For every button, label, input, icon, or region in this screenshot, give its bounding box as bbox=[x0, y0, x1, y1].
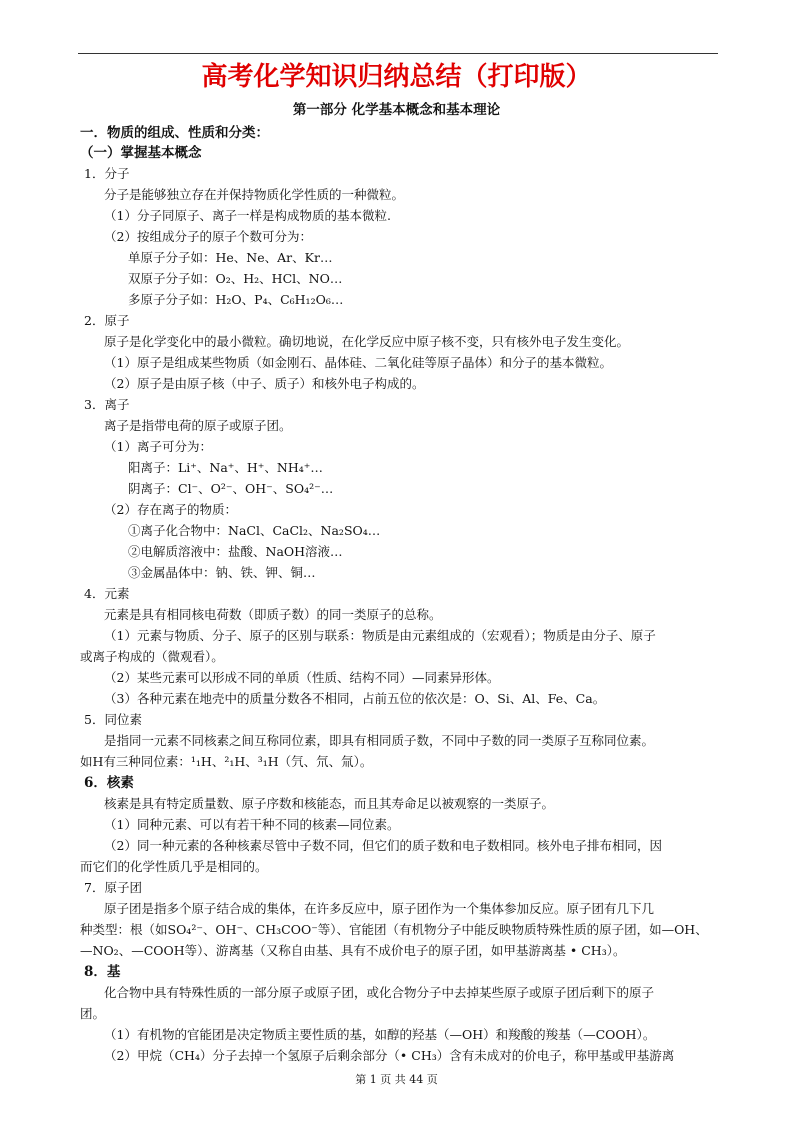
paragraph: （2）按组成分子的原子个数可分为： bbox=[104, 229, 312, 244]
paragraph: （1）离子可分为： bbox=[104, 439, 212, 454]
list-item: 单原子分子如：He、Ne、Ar、Kr… bbox=[128, 250, 333, 265]
paragraph-continuation: 或离子构成的（微观看）。 bbox=[80, 649, 224, 664]
paragraph: 原子团是指多个原子结合成的集体，在许多反应中，原子团作为一个集体参加反应。原子团有几下几 bbox=[104, 901, 655, 916]
section-heading: 一．物质的组成、性质和分类： bbox=[80, 125, 269, 141]
list-item: ③金属晶体中：钠、铁、钾、铜… bbox=[128, 565, 316, 580]
paragraph: （1）原子是组成某些物质（如金刚石、晶体硅、二氧化硅等原子晶体）和分子的基本微粒。 bbox=[104, 355, 612, 370]
paragraph: （2）某些元素可以形成不同的单质（性质、结构不同）—同素异形体。 bbox=[104, 670, 500, 685]
paragraph: （2）甲烷（CH₄）分子去掉一个氢原子后剩余部分（• CH₃）含有未成对的价电子，称甲基或甲基游离 bbox=[104, 1048, 675, 1063]
list-item: 阳离子：Li⁺、Na⁺、H⁺、NH₄⁺… bbox=[128, 460, 323, 475]
page-title: 高考化学知识归纳总结（打印版） bbox=[201, 62, 592, 92]
paragraph: 离子是指带电荷的原子或原子团。 bbox=[104, 418, 292, 433]
paragraph: 是指同一元素不同核素之间互称同位素，即具有相同质子数，不同中子数的同一类原子互称同位素。 bbox=[104, 733, 655, 748]
item-heading: 1．分子 bbox=[84, 166, 130, 181]
paragraph-continuation: 种类型：根（如SO₄²⁻、OH⁻、CH₃COO⁻等）、官能团（有机物分子中能反映物质特殊性质的原子团，如—OH、 bbox=[80, 922, 708, 937]
item-heading: 6．核素 bbox=[84, 775, 134, 791]
paragraph: 分子是能够独立存在并保持物质化学性质的一种微粒。 bbox=[104, 187, 405, 202]
list-item: ②电解质溶液中：盐酸、NaOH溶液… bbox=[128, 544, 343, 559]
paragraph: 原子是化学变化中的最小微粒。确切地说，在化学反应中原子核不变，只有核外电子发生变化。 bbox=[104, 334, 630, 349]
paragraph-continuation: 团。 bbox=[80, 1006, 106, 1021]
item-heading: 8．基 bbox=[84, 964, 121, 980]
page-footer: 第 1 页 共 44 页 bbox=[355, 1073, 438, 1086]
paragraph: （2）原子是由原子核（中子、质子）和核外电子构成的。 bbox=[104, 376, 425, 391]
top-rule bbox=[78, 53, 718, 54]
paragraph-continuation: —NO₂、—COOH等）、游离基（又称自由基、具有不成价电子的原子团，如甲基游离基 • CH₃）。 bbox=[80, 943, 626, 958]
list-item: 阴离子：Cl⁻、O²⁻、OH⁻、SO₄²⁻… bbox=[128, 481, 334, 496]
item-heading: 2．原子 bbox=[84, 313, 130, 328]
paragraph: （1）元素与物质、分子、原子的区别与联系：物质是由元素组成的（宏观看）；物质是由分子、原子 bbox=[104, 628, 656, 643]
list-item: ①离子化合物中：NaCl、CaCl₂、Na₂SO₄… bbox=[128, 523, 381, 538]
paragraph: （1）分子同原子、离子一样是构成物质的基本微粒. bbox=[104, 208, 391, 223]
item-heading: 7．原子团 bbox=[84, 880, 142, 895]
list-item: 多原子分子如：H₂O、P₄、C₆H₁₂O₆… bbox=[128, 292, 344, 307]
paragraph: 核素是具有特定质量数、原子序数和核能态，而且其寿命足以被观察的一类原子。 bbox=[104, 796, 555, 811]
paragraph: 化合物中具有特殊性质的一部分原子或原子团，或化合物分子中去掉某些原子或原子团后剩下的原子 bbox=[104, 985, 655, 1000]
paragraph: （2）同一种元素的各种核素尽管中子数不同，但它们的质子数和电子数相同。核外电子排布相同，因 bbox=[104, 838, 662, 853]
paragraph: （3）各种元素在地壳中的质量分数各不相同，占前五位的依次是：O、Si、Al、Fe、Ca。 bbox=[104, 691, 606, 706]
item-heading: 4．元素 bbox=[84, 586, 130, 601]
item-heading: 3．离子 bbox=[84, 397, 130, 412]
paragraph: （1）同种元素、可以有若干种不同的核素—同位素。 bbox=[104, 817, 400, 832]
paragraph: （1）有机物的官能团是决定物质主要性质的基，如醇的羟基（—OH）和羧酸的羧基（—COOH）。 bbox=[104, 1027, 656, 1042]
paragraph-continuation: 而它们的化学性质几乎是相同的。 bbox=[80, 859, 268, 874]
paragraph: 元素是具有相同核电荷数（即质子数）的同一类原子的总称。 bbox=[104, 607, 442, 622]
paragraph-continuation: 如H有三种同位素：¹₁H、²₁H、³₁H（氕、氘、氚）。 bbox=[80, 754, 373, 769]
part-subtitle: 第一部分 化学基本概念和基本理论 bbox=[292, 102, 501, 118]
subsection-heading: （一）掌握基本概念 bbox=[80, 145, 202, 161]
list-item: 双原子分子如：O₂、H₂、HCl、NO… bbox=[128, 271, 343, 286]
item-heading: 5．同位素 bbox=[84, 712, 142, 727]
paragraph: （2）存在离子的物质： bbox=[104, 502, 237, 517]
